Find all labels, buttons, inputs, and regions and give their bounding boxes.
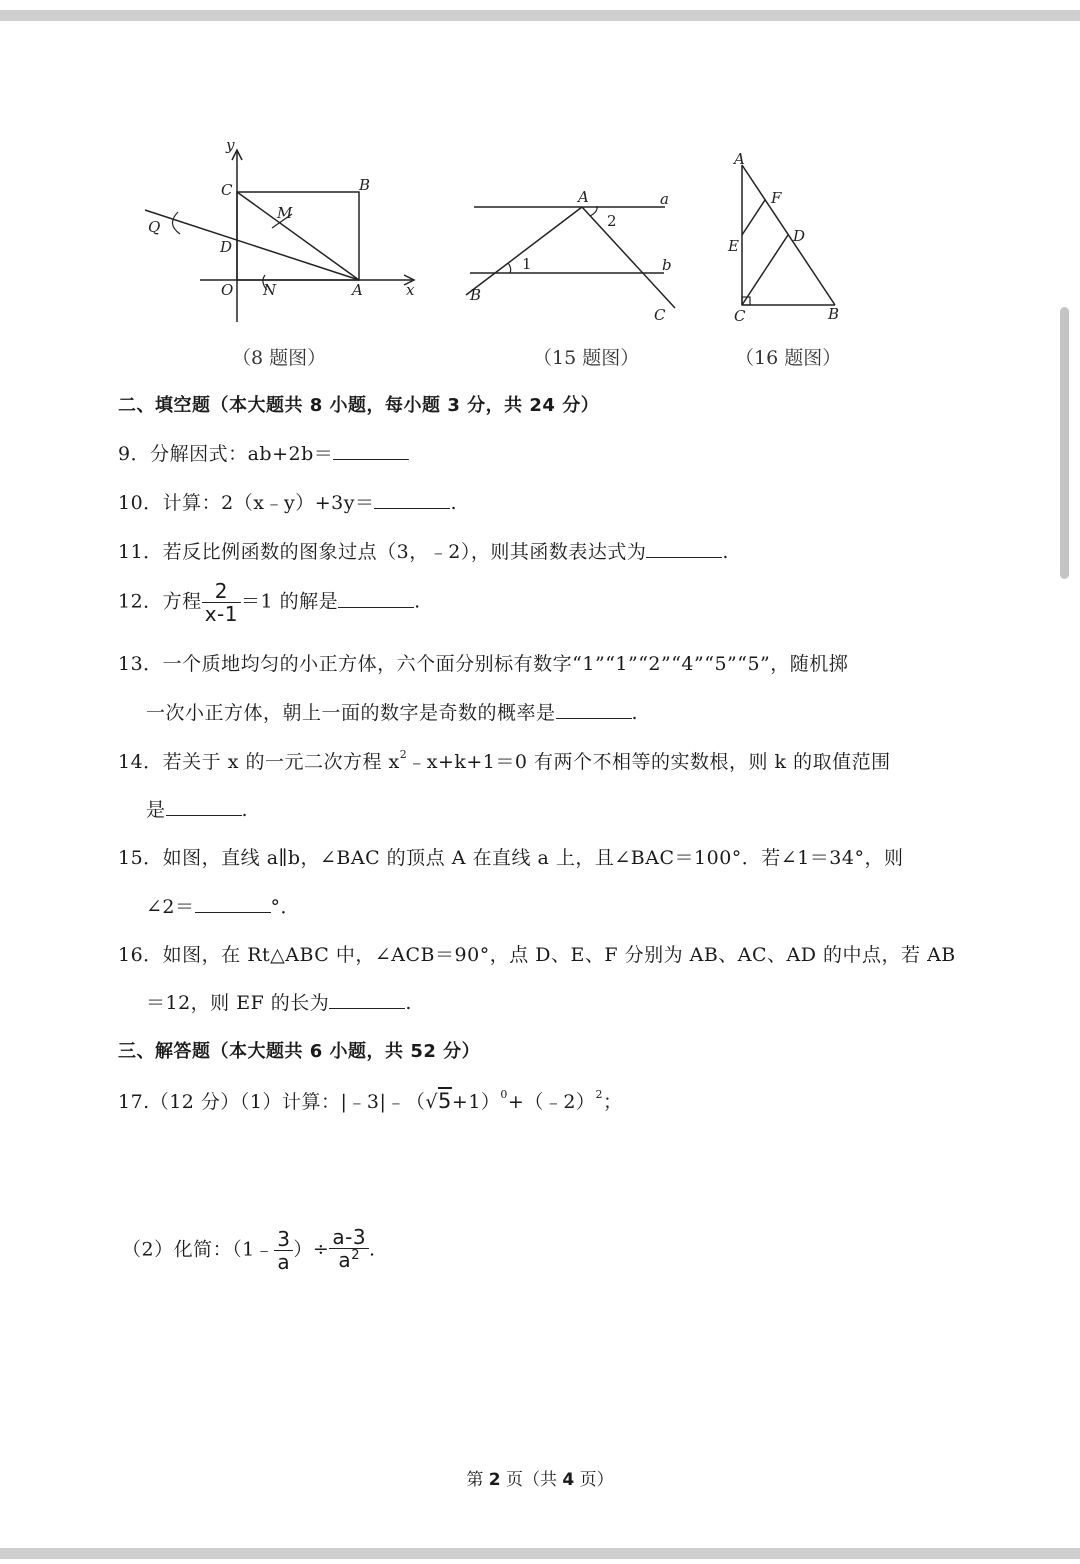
footer-pre: 第	[466, 1470, 484, 1490]
fig16-label-C: C	[734, 307, 746, 325]
q17-frac2-den-base: a	[338, 1248, 352, 1272]
question-10	[118, 490, 457, 516]
scrollbar[interactable]	[1060, 307, 1069, 579]
q9-text: 9．分解因式：ab+2b＝	[118, 443, 334, 465]
question-13-line1: 13．一个质地均匀的小正方体，六个面分别标有数字“1”“1”“2”“4”“5”“5”，随机掷	[118, 653, 849, 675]
question-16-line1: 16．如图，在 Rt△ABC 中，∠ACB＝90°，点 D、E、F 分别为 AB、AC、AD 的中点，若 AB	[118, 944, 956, 966]
q17-part2-mid: ）÷	[293, 1238, 330, 1261]
fig15-label-angle1: 1	[522, 255, 532, 273]
footer-mid: 页（共	[506, 1470, 557, 1490]
q17-sqrt	[425, 1091, 451, 1113]
q17-frac1-num: 3	[277, 1227, 291, 1251]
q11-answer-blank[interactable]	[646, 539, 722, 558]
q12-pre: 12．方程	[118, 590, 202, 613]
q17-fraction-1	[274, 1228, 293, 1273]
footer-post: 页）	[579, 1470, 614, 1490]
fig15-label-C: C	[654, 306, 666, 324]
question-9	[118, 441, 409, 467]
fig8-label-C: C	[221, 181, 233, 199]
fig15-label-a: a	[660, 190, 669, 208]
question-14-line2	[146, 797, 248, 823]
q17-exp2: 2	[595, 1088, 603, 1101]
q15-end: °．	[270, 896, 301, 918]
figure-8	[140, 140, 430, 330]
question-17-part2	[122, 1226, 376, 1275]
q14-pre: 14．若关于 x 的一元二次方程 x	[118, 751, 400, 773]
q10-text: 10．计算：2（x﹣y）+3y＝	[118, 492, 375, 514]
caption-fig15: （15 题图）	[533, 347, 640, 369]
q10-answer-blank[interactable]	[374, 490, 450, 509]
caption-fig16: （16 题图）	[735, 347, 842, 369]
fig15-label-A: A	[578, 188, 589, 206]
fig16-label-D: D	[793, 227, 806, 245]
fig16-label-E: E	[728, 237, 739, 255]
q17-fraction-2	[329, 1226, 369, 1275]
section2-title: 二、填空题（本大题共 8 小题，每小题 3 分，共 24 分）	[118, 395, 600, 416]
fig8-label-N: N	[263, 281, 277, 299]
q17-frac2-num: a-3	[332, 1225, 367, 1249]
q14-exponent: 2	[399, 748, 408, 761]
q17-pre: 17.（12 分）（1）计算：|﹣3|﹣（	[118, 1091, 426, 1113]
q15-line2-text: ∠2＝	[146, 896, 195, 918]
q17-frac2-den-exp: 2	[351, 1248, 360, 1263]
top-border	[0, 10, 1080, 21]
fig15-label-b: b	[662, 256, 672, 274]
question-14-line1	[118, 749, 891, 778]
fig8-label-M: M	[277, 204, 293, 222]
q14-post: ﹣x+k+1＝0 有两个不相等的实数根，则 k 的取值范围	[407, 751, 891, 773]
footer-total-pages: 4	[562, 1470, 575, 1490]
page-footer	[0, 1465, 1080, 1490]
caption-fig8: （8 题图）	[232, 347, 327, 369]
q9-answer-blank[interactable]	[333, 441, 409, 460]
q11-end: .	[722, 541, 729, 563]
q12-denominator: x-1	[202, 602, 241, 625]
question-15-line1: 15．如图，直线 a∥b，∠BAC 的顶点 A 在直线 a 上，且∠BAC＝100°．若∠1＝34°，则	[118, 847, 904, 869]
bottom-border	[0, 1548, 1080, 1559]
q14-line2-text: 是	[146, 799, 166, 821]
fig15-label-B: B	[470, 286, 482, 304]
q17-part2-end: .	[369, 1238, 376, 1261]
footer-page-number: 2	[488, 1470, 501, 1490]
fig15-label-angle2: 2	[607, 212, 617, 230]
section3-title: 三、解答题（本大题共 6 小题，共 52 分）	[118, 1041, 481, 1062]
q12-fraction	[202, 580, 241, 625]
q11-text: 11．若反比例函数的图象过点（3，﹣2），则其函数表达式为	[118, 541, 647, 563]
fig16-label-F: F	[771, 189, 782, 207]
q17-radicand: 5	[438, 1089, 452, 1113]
question-13-line2	[146, 700, 638, 726]
q10-end: .	[450, 492, 458, 514]
figure-15	[460, 180, 690, 330]
q17-exp0: 0	[500, 1088, 508, 1101]
fig8-label-D: D	[220, 238, 233, 256]
q12-answer-blank[interactable]	[338, 589, 414, 608]
q17-radical-sign: √	[425, 1091, 439, 1113]
fig16-label-B: B	[828, 305, 840, 323]
fig8-label-O: O	[221, 281, 234, 299]
question-15-line2	[146, 894, 300, 920]
fig8-label-x: x	[406, 281, 415, 299]
question-17-part1	[118, 1088, 622, 1118]
q15-answer-blank[interactable]	[195, 894, 271, 913]
fig8-label-A: A	[352, 281, 363, 299]
fig16-label-A: A	[734, 150, 745, 168]
q17-end: ；	[602, 1091, 623, 1113]
q16-line2-text: ＝12，则 EF 的长为	[146, 992, 330, 1014]
q17-frac2-den	[329, 1248, 369, 1275]
question-12	[118, 580, 421, 625]
q17-mid: +1）	[451, 1091, 501, 1113]
q14-answer-blank[interactable]	[166, 797, 242, 816]
q17-mid2: +（﹣2）	[507, 1091, 596, 1113]
q17-part2-pre: （2）化简：（1﹣	[122, 1238, 275, 1261]
figure-16	[720, 145, 850, 330]
fig8-label-Q: Q	[148, 218, 161, 236]
fig8-label-B: B	[359, 176, 371, 194]
q12-post: ＝1 的解是	[240, 590, 339, 613]
q12-end: .	[414, 590, 421, 613]
question-11	[118, 539, 729, 565]
question-16-line2	[146, 990, 412, 1016]
q14-end: .	[241, 799, 249, 821]
q12-numerator: 2	[214, 579, 228, 603]
q17-frac1-den: a	[274, 1250, 293, 1273]
q13-answer-blank[interactable]	[556, 700, 632, 719]
q16-answer-blank[interactable]	[329, 990, 405, 1009]
q13-end: .	[631, 702, 639, 724]
q13-line2-text: 一次小正方体，朝上一面的数字是奇数的概率是	[146, 702, 556, 724]
fig8-label-y: y	[226, 140, 235, 154]
q16-end: .	[405, 992, 412, 1014]
